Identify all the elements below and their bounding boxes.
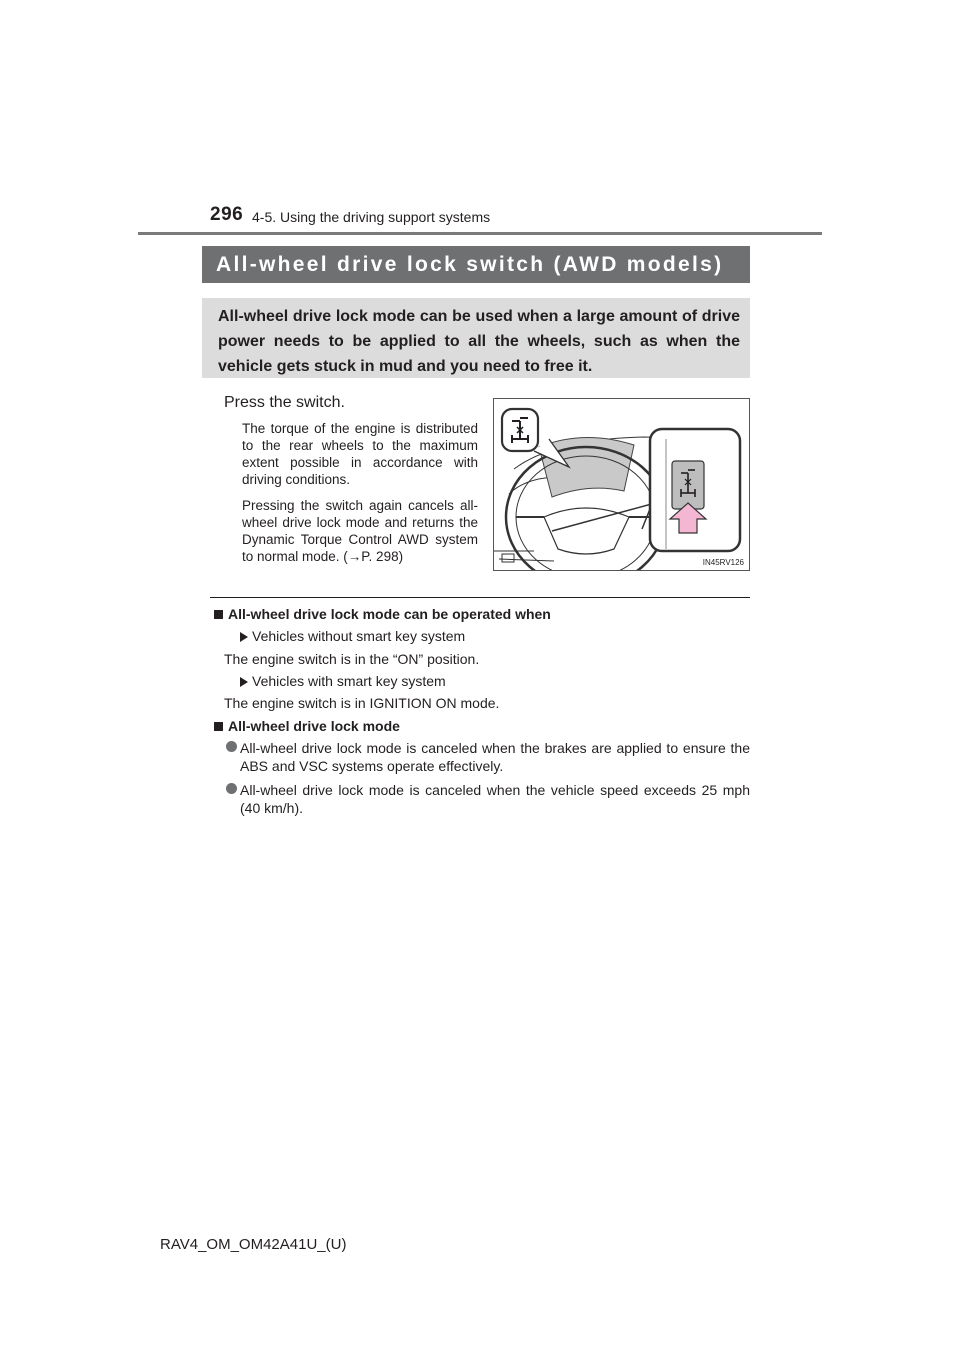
- note-bullet-speed: All-wheel drive lock mode is canceled when the vehicle speed exceeds 25 mph (40 km/h).: [224, 781, 750, 817]
- dashboard-drawing: [494, 399, 750, 571]
- header-rule: [138, 232, 822, 235]
- intro-text: All-wheel drive lock mode can be used when a large amount of drive power needs to be applied to all the wheels, such as when the vehicle gets stuck in mud and you need to free it.: [218, 308, 740, 375]
- page-number: 296: [210, 204, 244, 225]
- dashboard-illustration: [493, 398, 750, 571]
- triangle-bullet-icon: [240, 632, 248, 642]
- note-heading-operation: All-wheel drive lock mode can be operated when: [214, 606, 551, 622]
- note-text-ignition-on: The engine switch is in IGNITION ON mode.: [224, 695, 500, 711]
- chapter-title: 4-5. Using the driving support systems: [252, 209, 491, 225]
- step-title: Press the switch.: [224, 394, 345, 411]
- note-sub-smart-key: Vehicles with smart key system: [240, 673, 446, 689]
- footer-code: RAV4_OM_OM42A41U_(U): [160, 1236, 347, 1253]
- note-bullet-brakes: All-wheel drive lock mode is canceled when the brakes are applied to ensure the ABS and VSC systems operate effectively.: [224, 739, 750, 775]
- section-title: All-wheel drive lock switch (AWD models): [216, 252, 724, 276]
- notes-divider: [210, 597, 750, 598]
- note-text-on-position: The engine switch is in the “ON” position.: [224, 651, 480, 667]
- note-heading-lock-mode: All-wheel drive lock mode: [214, 718, 400, 734]
- note-sub-no-smart-key: Vehicles without smart key system: [240, 628, 465, 644]
- section-banner: [202, 246, 750, 283]
- intro-box: [202, 298, 750, 378]
- step-description-torque: The torque of the engine is distributed to the rear wheels to the maximum extent possible in accordance with driving conditions.: [242, 421, 478, 487]
- square-bullet-icon: [214, 722, 223, 731]
- triangle-bullet-icon: [240, 677, 248, 687]
- square-bullet-icon: [214, 610, 223, 619]
- illustration-code: IN45RV126: [702, 558, 744, 567]
- circle-bullet-icon: [226, 741, 237, 752]
- circle-bullet-icon: [226, 783, 237, 794]
- step-description-cancel: Pressing the switch again cancels all-wheel drive lock mode and returns the Dynamic Torque Control AWD system to normal mode. (→P. 298): [242, 498, 478, 564]
